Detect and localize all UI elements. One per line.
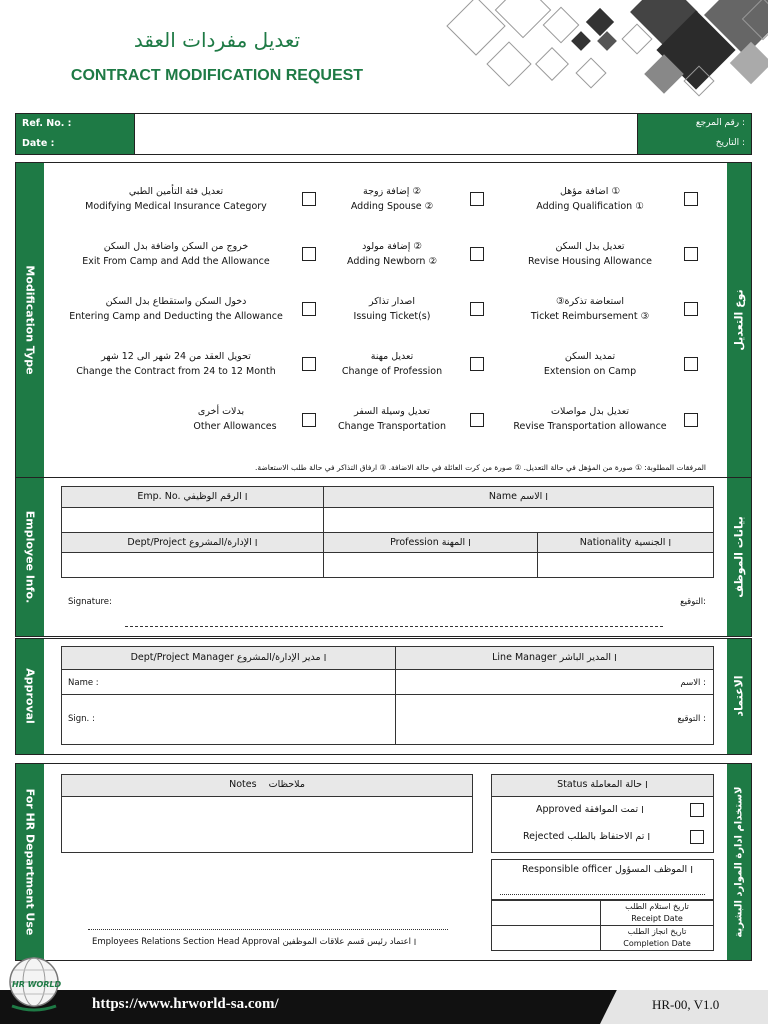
option-en: Change Transportation [338, 421, 446, 432]
footer-url[interactable]: https://www.hrworld-sa.com/ [92, 996, 279, 1012]
option-ar: تعديل فئة التأمين الطبي [128, 186, 224, 197]
option-en: Exit From Camp and Add the Allowance [82, 256, 270, 267]
footer-version: HR-00, V1.0 [652, 997, 720, 1012]
approval-divider-2 [395, 669, 396, 745]
option-en: Adding Newborn ② [347, 256, 437, 267]
approval-label-ar: الاعتماد [732, 675, 746, 717]
checkbox-adding-newborn[interactable] [470, 247, 484, 261]
checkbox-approved[interactable] [690, 803, 704, 817]
checkbox-entering-camp[interactable] [302, 302, 316, 316]
approval-sign-row[interactable] [61, 694, 714, 745]
notes-field[interactable] [61, 796, 473, 853]
checkbox-change-contract[interactable] [302, 357, 316, 371]
option-en: Entering Camp and Deducting the Allowance [69, 311, 283, 322]
employee-info-label: Employee Info. [23, 510, 37, 604]
option-en: Change of Profession [341, 366, 443, 377]
option-en: Adding Qualification ① [536, 201, 644, 212]
option-en: Ticket Reimbursement ③ [530, 311, 650, 322]
responsible-officer-label: Responsible officer ׀ الموظف المسؤول [522, 864, 694, 875]
option-ar: تعديل مهنة [370, 351, 414, 362]
emp-no-field[interactable] [61, 507, 324, 533]
emp-no-header: Emp. No. ׀ الرقم الوظيفي [61, 486, 324, 508]
completion-date-field[interactable] [491, 925, 601, 951]
hr-world-logo [4, 954, 64, 1018]
checkbox-issuing-ticket[interactable] [470, 302, 484, 316]
hr-side-right [727, 764, 751, 960]
status-header: Status ׀ حالة المعاملة [491, 774, 714, 797]
modification-side-right [727, 163, 751, 477]
option-ar: تعديل بدل مواصلات [551, 406, 629, 417]
name-field[interactable] [323, 507, 714, 533]
option-en: Modifying Medical Insurance Category [85, 201, 267, 212]
profession-field[interactable] [323, 552, 538, 578]
option-ar: إضافة زوجة ② [363, 186, 421, 197]
attachments-note: المرفقات المطلوبة: ① صورة من المؤهل في حالة التعديل. ② صورة من كرت العائلة في حالة الاضافة. ③ ارفاق التذاكر في حالة طلب الاستعاضة. [254, 463, 706, 472]
completion-date-label-ar: تاريخ انجاز الطلب [627, 927, 687, 936]
name-header: Name ׀ الاسم [323, 486, 714, 508]
checkbox-extension-camp[interactable] [684, 357, 698, 371]
option-ar: دخول السكن واستقطاع بدل السكن [105, 296, 247, 307]
approval-side-left [16, 639, 44, 754]
checkbox-ticket-reimbursement[interactable] [684, 302, 698, 316]
ref-label-left [16, 114, 134, 154]
completion-date-label: Completion Date [623, 939, 691, 948]
option-ar: تمديد السكن [564, 351, 616, 362]
nationality-field[interactable] [537, 552, 714, 578]
option-en: Revise Housing Allowance [527, 256, 653, 267]
option-ar: اصدار تذاكر [369, 296, 415, 307]
checkbox-exit-camp[interactable] [302, 247, 316, 261]
nationality-header: Nationality ׀ الجنسية [537, 532, 714, 553]
title-arabic: تعديل مفردات العقد [133, 28, 301, 52]
hr-label-ar: لاستخدام ادارة الموارد البشرية [733, 786, 745, 938]
notes-header [61, 774, 473, 797]
signature-label: Signature: [68, 597, 112, 607]
date-label: Date : [22, 138, 55, 149]
option-ar: خروج من السكن واضافة بدل السكن [103, 241, 249, 252]
checkbox-rejected[interactable] [690, 830, 704, 844]
modification-type-label: Modification Type [23, 265, 37, 375]
ref-input-area[interactable] [134, 114, 638, 154]
approval-side-right [727, 639, 751, 754]
option-en: Revise Transportation allowance [513, 421, 667, 432]
checkbox-adding-spouse[interactable] [470, 192, 484, 206]
head-approval-label: Employees Relations Section Head Approval ׀ اعتماد رئيس قسم علاقات الموظفين [92, 937, 417, 947]
approval-name-label-ar: الاسم : [680, 678, 706, 688]
option-ar: ③استعاضة تذكرة [555, 296, 625, 307]
employee-info-label-ar: بيانات الموظف [732, 516, 746, 598]
approval-name-row[interactable] [61, 669, 714, 695]
hr-side-left [16, 764, 44, 960]
approval-sign-label-ar: التوقيع : [677, 714, 706, 724]
approval-label: Approval [23, 668, 37, 724]
checkbox-transportation-allowance[interactable] [684, 413, 698, 427]
option-ar: إضافة مولود ② [362, 241, 422, 252]
date-label-ar: التاريخ : [715, 138, 745, 148]
approval-sign-label: Sign. : [68, 714, 95, 724]
option-en: Extension on Camp [543, 366, 637, 377]
checkbox-other-allowances[interactable] [302, 413, 316, 427]
head-approval-line[interactable] [88, 929, 448, 930]
signature-line[interactable] [125, 626, 663, 627]
receipt-date-field[interactable] [491, 900, 601, 926]
option-ar: تحويل العقد من 24 شهر الى 12 شهر [101, 351, 251, 362]
ref-no-label: Ref. No. : [22, 118, 72, 129]
approved-label: Approved ׀ تمت الموافقة [536, 804, 644, 815]
responsible-officer-line [500, 894, 705, 895]
line-manager-header: Line Manager ׀ المدير الباشر [395, 646, 714, 670]
profession-header: Profession ׀ المهنة [323, 532, 538, 553]
dept-header: Dept/Project ׀ الإدارة/المشروع [61, 532, 324, 553]
ref-no-label-ar: رقم المرجع : [695, 118, 745, 128]
notes-label: Notes [229, 779, 257, 790]
title-english: CONTRACT MODIFICATION REQUEST [70, 67, 364, 84]
checkbox-housing-allowance[interactable] [684, 247, 698, 261]
modification-type-label-ar: نوع التعديل [732, 289, 746, 351]
employee-side-left [16, 478, 44, 636]
rejected-label: Rejected ׀ تم الاحتفاظ بالطلب [523, 831, 651, 842]
dept-manager-header: Dept/Project Manager ׀ مدير الإدارة/المشروع [61, 646, 396, 670]
option-en: Issuing Ticket(s) [353, 311, 431, 322]
option-en: Other Allowances [193, 421, 277, 432]
modification-side-left [16, 163, 44, 477]
ref-label-right [638, 114, 751, 154]
approval-name-label: Name : [68, 678, 99, 688]
notes-label-ar: ملاحظات [268, 779, 305, 790]
option-ar: اضافة مؤهل ① [559, 186, 621, 197]
checkbox-change-profession[interactable] [470, 357, 484, 371]
option-ar: تعديل وسيلة السفر [354, 406, 430, 417]
option-ar: تعديل بدل السكن [555, 241, 625, 252]
option-en: Change the Contract from 24 to 12 Month [76, 366, 276, 377]
option-en: Adding Spouse ② [350, 201, 434, 212]
option-ar: بدلات أخرى [197, 406, 245, 417]
checkbox-medical-insurance[interactable] [302, 192, 316, 206]
hr-label: For HR Department Use [23, 788, 37, 936]
receipt-date-label-ar: تاريخ استلام الطلب [625, 902, 689, 911]
checkbox-change-transportation[interactable] [470, 413, 484, 427]
checkbox-adding-qualification[interactable] [684, 192, 698, 206]
employee-side-right [727, 478, 751, 636]
signature-label-ar: التوقيع: [680, 597, 706, 607]
logo-text: HR WORLD [12, 980, 62, 989]
dept-field[interactable] [61, 552, 324, 578]
receipt-date-label: Receipt Date [631, 914, 683, 923]
